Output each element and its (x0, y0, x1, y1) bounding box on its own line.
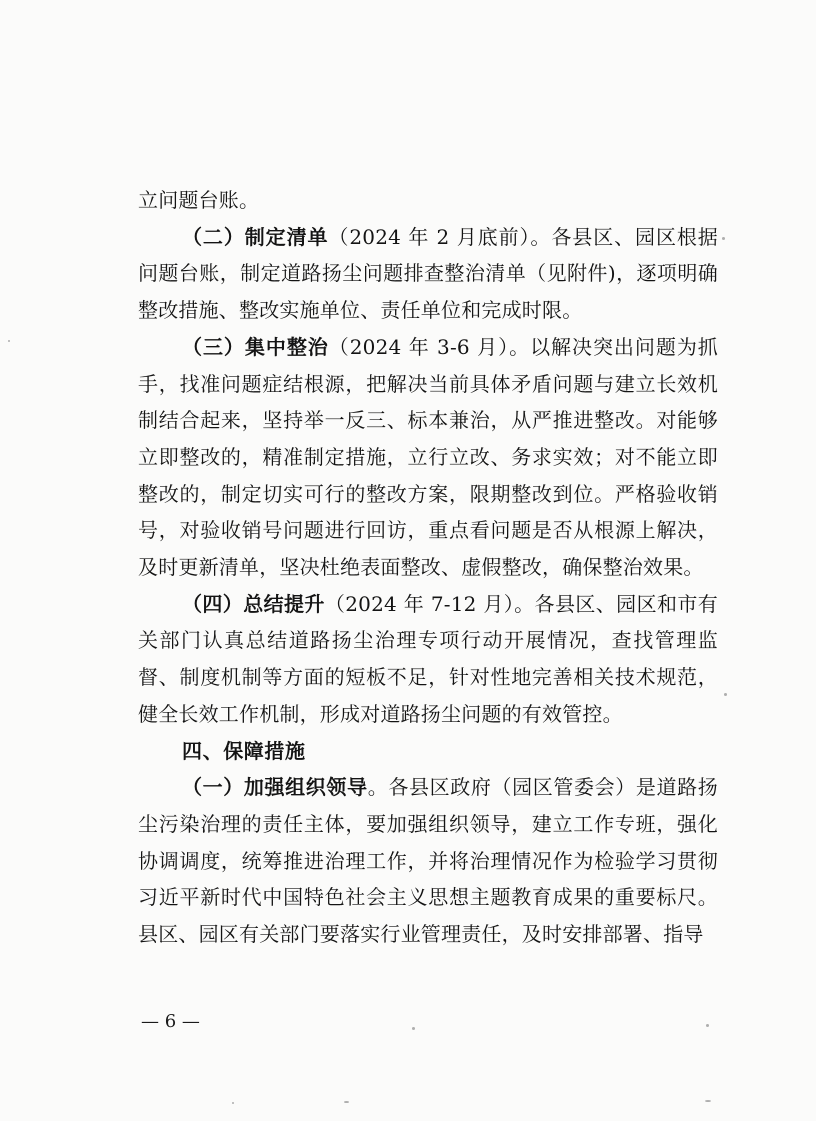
scan-speck (705, 1100, 711, 1102)
scan-speck (344, 1101, 349, 1103)
paragraph-text: 立问题台账。 (138, 188, 260, 212)
item-lead: （三）集中整治 (182, 334, 329, 359)
item-lead: （一）加强组织领导 (182, 775, 368, 800)
scan-speck (706, 1024, 709, 1027)
section-heading: 四、保障措施 (182, 738, 306, 763)
paragraph-make-list (138, 219, 718, 329)
document-body (138, 182, 718, 953)
scan-speck (722, 237, 725, 240)
paragraph-text: （2024 年 2 月底前）。各县区、园区根据问题台账，制定道路扬尘问题排查整治清单（见附件)，逐项明确整改措施、整改实施单位、责任单位和完成时限。 (138, 224, 719, 323)
paragraph-text: （2024 年 3-6 月）。以解决突出问题为抓手，找准问题症结根源，把解决当前具体矛盾问题与建立长效机制结合起来，坚持举一反三、标本兼治，从严推进整改。对能够立即整改的，精准制定措施，立行立改、务求实效；对不能立即整改的，制定切实可行的整改方案，限期整改到位。严格验收销号，对验收销号问题进行回访，重点看问题是否从根源上解决，及时更新清单，坚决杜绝表面整改、虚假整改，确保整治效果。 (138, 334, 718, 580)
item-lead: （二）制定清单 (182, 224, 329, 249)
paragraph-summary-improvement (138, 586, 718, 733)
paragraph-centralized-rectification (138, 329, 718, 586)
paragraph-text: 。各县区政府（园区管委会）是道路扬尘污染治理的责任主体，要加强组织领导，建立工作专班，强化协调调度，统筹推进治理工作，并将治理情况作为检验学习贯彻习近平新时代中国特色社会主义思想主题教育成果的重要标尺。县区、园区有关部门要落实行业管理责任，及时安排部署、指导 (138, 775, 718, 947)
scan-speck (412, 1027, 415, 1030)
scan-speck (8, 340, 10, 342)
page-number: — 6 — (141, 1011, 200, 1032)
scan-speck (232, 1102, 234, 1104)
paragraph-text: （2024 年 7-12 月）。各县区、园区和市有关部门认真总结道路扬尘治理专项行动开展情况，查找管理监督、制度机制等方面的短板不足，针对性地完善相关技术规范，健全长效工作机制，形成对道路扬尘问题的有效管控。 (138, 591, 718, 726)
paragraph-continuation (138, 182, 718, 219)
scan-speck (724, 693, 727, 696)
paragraph-organizational-leadership (138, 769, 718, 953)
item-lead: （四）总结提升 (182, 591, 325, 616)
